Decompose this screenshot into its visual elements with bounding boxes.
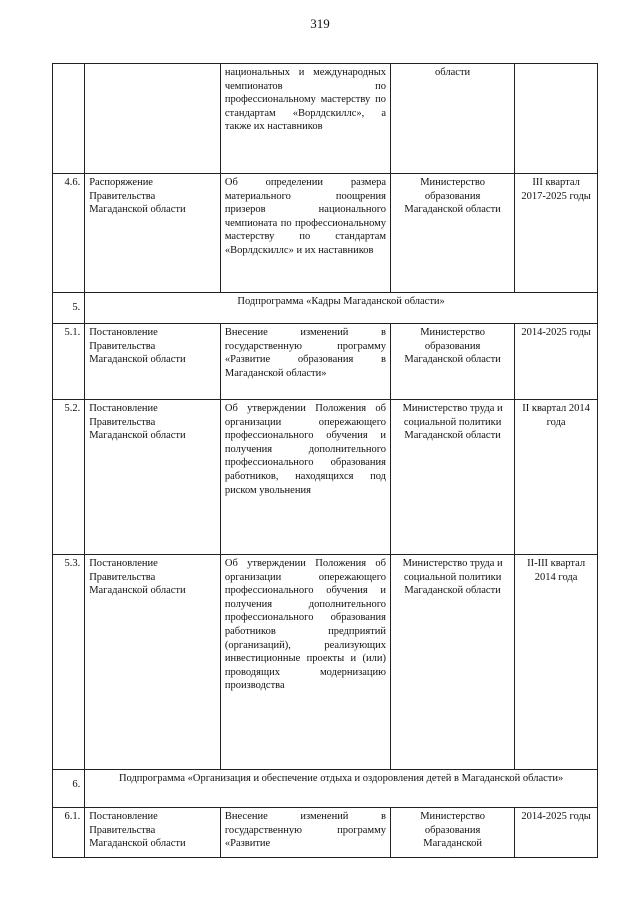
section-number: 5. <box>53 293 85 324</box>
responsible-organization: Министерство труда и социальной политики Магаданской области <box>391 555 515 770</box>
deadline: III квартал 2017-2025 годы <box>515 174 598 293</box>
document-description: Об утверждении Положения об организации опережающего профессионального обучения и получения дополнительного профессионального образования работников предприятий (организаций), реализующих инвестиционные проекты и (или) проводящих модернизацию производства <box>220 555 390 770</box>
row-number: 4.6. <box>53 174 85 293</box>
deadline <box>515 64 598 174</box>
responsible-organization: Министерство образования Магаданской области <box>391 174 515 293</box>
document-description: Об определении размера материального поощрения призеров национального чемпионата по профессиональному мастерству по стандартам «Ворлдскиллс» и их наставников <box>220 174 390 293</box>
section-title: Подпрограмма «Кадры Магаданской области» <box>85 293 598 324</box>
table-row <box>53 64 598 174</box>
section-title: Подпрограмма «Организация и обеспечение отдыха и оздоровления детей в Магаданской области» <box>85 770 598 808</box>
deadline: 2014-2025 годы <box>515 324 598 400</box>
document-type: Постановление Правительства Магаданской области <box>85 324 221 400</box>
responsible-organization: Министерство образования Магаданской <box>391 808 515 858</box>
row-number <box>53 64 85 174</box>
document-type: Постановление Правительства Магаданской области <box>85 555 221 770</box>
section-row <box>53 770 598 808</box>
row-number: 5.1. <box>53 324 85 400</box>
table-row <box>53 808 598 858</box>
responsible-organization: Министерство труда и социальной политики Магаданской области <box>391 400 515 555</box>
document-type: Постановление Правительства Магаданской области <box>85 808 221 858</box>
deadline: II-III квартал 2014 года <box>515 555 598 770</box>
deadline: 2014-2025 годы <box>515 808 598 858</box>
section-row <box>53 293 598 324</box>
document-table <box>52 63 598 858</box>
table-row <box>53 324 598 400</box>
row-number: 5.3. <box>53 555 85 770</box>
document-type <box>85 64 221 174</box>
document-type: Распоряжение Правительства Магаданской области <box>85 174 221 293</box>
document-description: Внесение изменений в государственную программу «Развитие образования в Магаданской области» <box>220 324 390 400</box>
page-number: 319 <box>310 16 330 31</box>
table-row <box>53 400 598 555</box>
section-number: 6. <box>53 770 85 808</box>
row-number: 5.2. <box>53 400 85 555</box>
document-type: Постановление Правительства Магаданской области <box>85 400 221 555</box>
table-row <box>53 555 598 770</box>
responsible-organization: области <box>391 64 515 174</box>
deadline: II квартал 2014 года <box>515 400 598 555</box>
document-description: Внесение изменений в государственную программу «Развитие <box>220 808 390 858</box>
document-description: национальных и международных чемпионатов по профессиональному мастерству по стандартам «Ворлдскиллс», а также их наставников <box>220 64 390 174</box>
responsible-organization: Министерство образования Магаданской области <box>391 324 515 400</box>
table-row <box>53 174 598 293</box>
document-description: Об утверждении Положения об организации опережающего профессионального обучения и получения дополнительного профессионального образования работников, находящихся под риском увольнения <box>220 400 390 555</box>
row-number: 6.1. <box>53 808 85 858</box>
